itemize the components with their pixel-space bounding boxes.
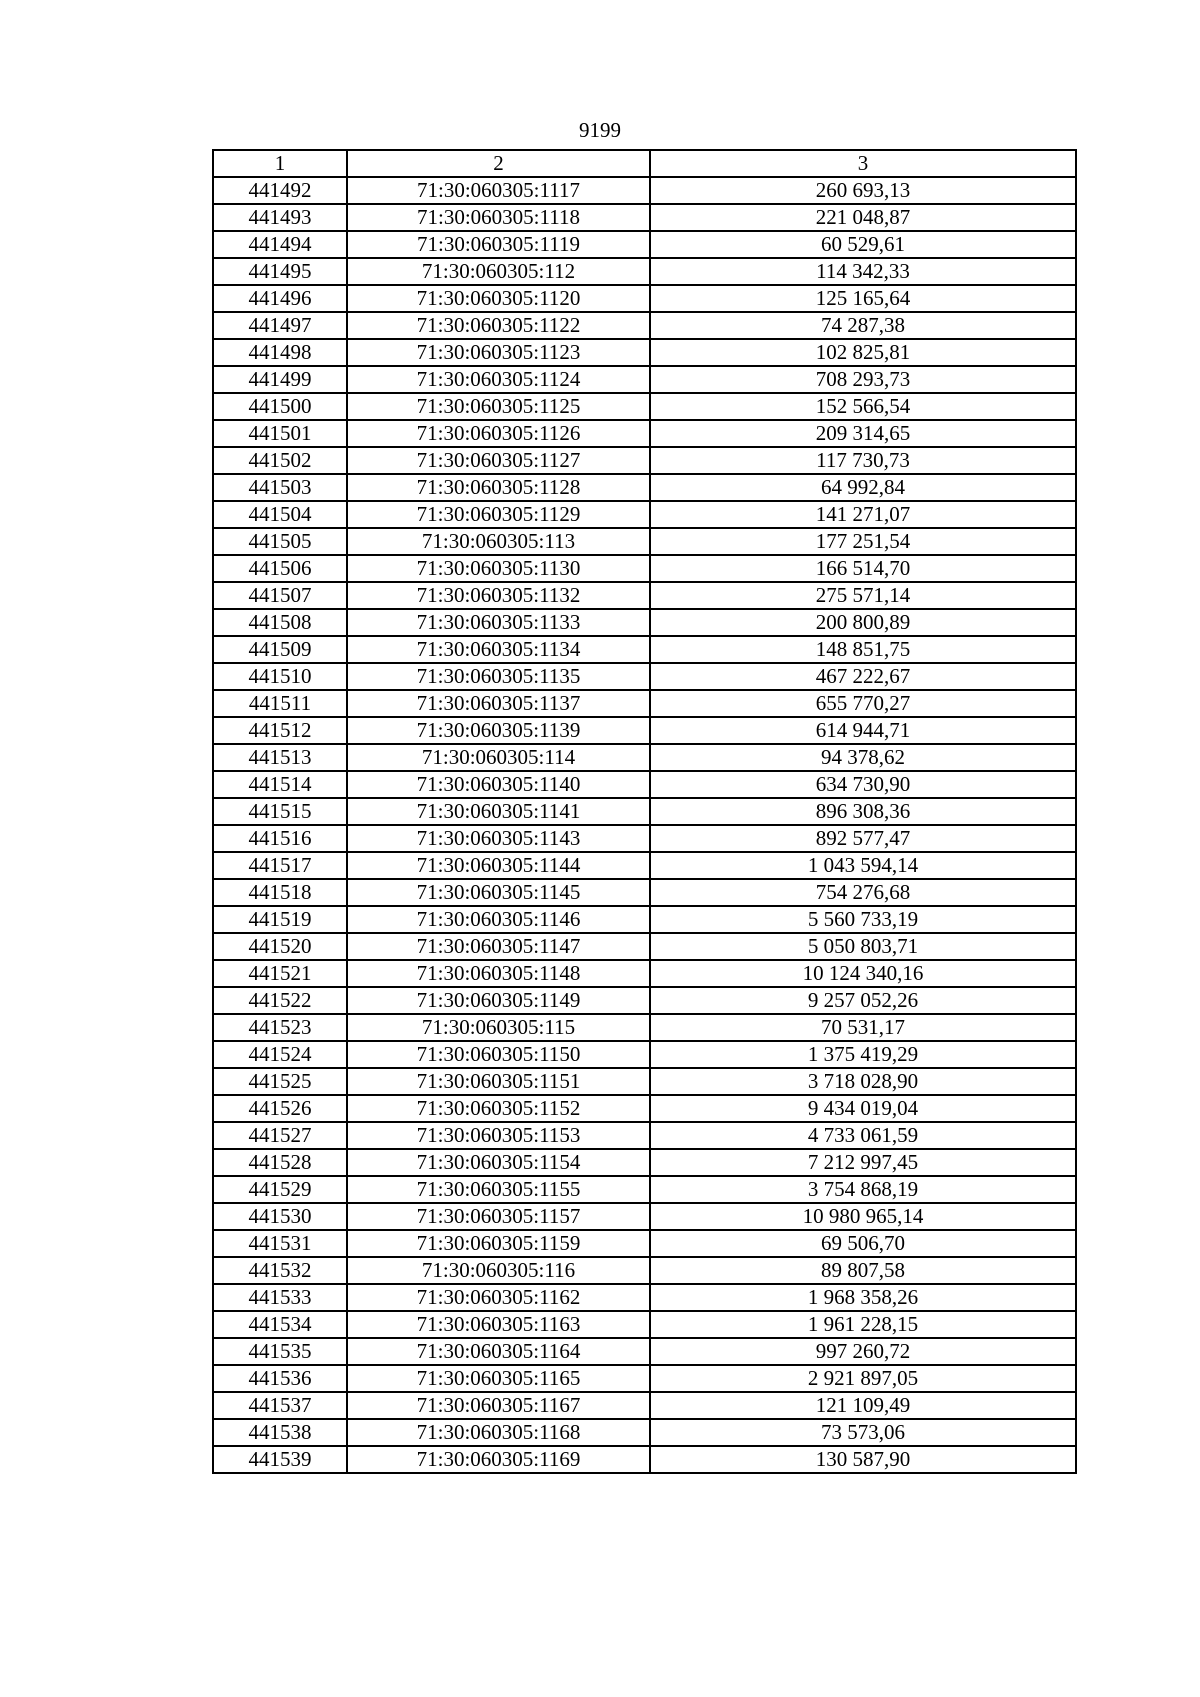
row-number-cell: 441534 bbox=[213, 1311, 347, 1338]
value-cell: 892 577,47 bbox=[650, 825, 1076, 852]
table-row bbox=[213, 1419, 1076, 1446]
table-row bbox=[213, 1203, 1076, 1230]
row-number-cell: 441511 bbox=[213, 690, 347, 717]
value-cell: 10 124 340,16 bbox=[650, 960, 1076, 987]
table-row bbox=[213, 1122, 1076, 1149]
cadastral-number-cell: 71:30:060305:1159 bbox=[347, 1230, 650, 1257]
table-row bbox=[213, 1284, 1076, 1311]
data-table bbox=[212, 149, 1077, 1474]
cadastral-number-cell: 71:30:060305:1132 bbox=[347, 582, 650, 609]
table-row bbox=[213, 1095, 1076, 1122]
table-row bbox=[213, 987, 1076, 1014]
row-number-cell: 441507 bbox=[213, 582, 347, 609]
table-row bbox=[213, 447, 1076, 474]
value-cell: 5 050 803,71 bbox=[650, 933, 1076, 960]
table-row bbox=[213, 1014, 1076, 1041]
table-row bbox=[213, 690, 1076, 717]
table-row bbox=[213, 393, 1076, 420]
table-row bbox=[213, 1149, 1076, 1176]
row-number-cell: 441494 bbox=[213, 231, 347, 258]
cadastral-number-cell: 71:30:060305:1123 bbox=[347, 339, 650, 366]
cadastral-number-cell: 71:30:060305:1169 bbox=[347, 1446, 650, 1473]
table-row bbox=[213, 1176, 1076, 1203]
cadastral-number-cell: 71:30:060305:1149 bbox=[347, 987, 650, 1014]
table-row bbox=[213, 285, 1076, 312]
value-cell: 10 980 965,14 bbox=[650, 1203, 1076, 1230]
cadastral-number-cell: 71:30:060305:1167 bbox=[347, 1392, 650, 1419]
table-row bbox=[213, 1068, 1076, 1095]
value-cell: 166 514,70 bbox=[650, 555, 1076, 582]
cadastral-number-cell: 71:30:060305:1162 bbox=[347, 1284, 650, 1311]
column-header: 1 bbox=[213, 150, 347, 177]
value-cell: 5 560 733,19 bbox=[650, 906, 1076, 933]
row-number-cell: 441528 bbox=[213, 1149, 347, 1176]
row-number-cell: 441496 bbox=[213, 285, 347, 312]
table-row bbox=[213, 231, 1076, 258]
row-number-cell: 441501 bbox=[213, 420, 347, 447]
row-number-cell: 441519 bbox=[213, 906, 347, 933]
cadastral-number-cell: 71:30:060305:1146 bbox=[347, 906, 650, 933]
value-cell: 260 693,13 bbox=[650, 177, 1076, 204]
value-cell: 141 271,07 bbox=[650, 501, 1076, 528]
table-row bbox=[213, 1446, 1076, 1473]
column-header: 3 bbox=[650, 150, 1076, 177]
cadastral-number-cell: 71:30:060305:1128 bbox=[347, 474, 650, 501]
row-number-cell: 441518 bbox=[213, 879, 347, 906]
value-cell: 130 587,90 bbox=[650, 1446, 1076, 1473]
table-row bbox=[213, 555, 1076, 582]
row-number-cell: 441513 bbox=[213, 744, 347, 771]
table-body bbox=[213, 177, 1076, 1473]
table-row bbox=[213, 852, 1076, 879]
value-cell: 74 287,38 bbox=[650, 312, 1076, 339]
row-number-cell: 441506 bbox=[213, 555, 347, 582]
value-cell: 1 043 594,14 bbox=[650, 852, 1076, 879]
cadastral-number-cell: 71:30:060305:114 bbox=[347, 744, 650, 771]
row-number-cell: 441510 bbox=[213, 663, 347, 690]
table-row bbox=[213, 771, 1076, 798]
value-cell: 4 733 061,59 bbox=[650, 1122, 1076, 1149]
row-number-cell: 441523 bbox=[213, 1014, 347, 1041]
row-number-cell: 441508 bbox=[213, 609, 347, 636]
table-row bbox=[213, 1257, 1076, 1284]
cadastral-number-cell: 71:30:060305:1151 bbox=[347, 1068, 650, 1095]
table-row bbox=[213, 717, 1076, 744]
value-cell: 655 770,27 bbox=[650, 690, 1076, 717]
table-row bbox=[213, 1041, 1076, 1068]
value-cell: 754 276,68 bbox=[650, 879, 1076, 906]
cadastral-number-cell: 71:30:060305:1144 bbox=[347, 852, 650, 879]
row-number-cell: 441493 bbox=[213, 204, 347, 231]
value-cell: 1 375 419,29 bbox=[650, 1041, 1076, 1068]
row-number-cell: 441537 bbox=[213, 1392, 347, 1419]
row-number-cell: 441499 bbox=[213, 366, 347, 393]
value-cell: 200 800,89 bbox=[650, 609, 1076, 636]
table-header-row bbox=[213, 150, 1076, 177]
row-number-cell: 441539 bbox=[213, 1446, 347, 1473]
value-cell: 73 573,06 bbox=[650, 1419, 1076, 1446]
table-row bbox=[213, 960, 1076, 987]
row-number-cell: 441509 bbox=[213, 636, 347, 663]
table-row bbox=[213, 1311, 1076, 1338]
row-number-cell: 441492 bbox=[213, 177, 347, 204]
value-cell: 69 506,70 bbox=[650, 1230, 1076, 1257]
table-row bbox=[213, 1230, 1076, 1257]
value-cell: 152 566,54 bbox=[650, 393, 1076, 420]
table-row bbox=[213, 420, 1076, 447]
value-cell: 1 968 358,26 bbox=[650, 1284, 1076, 1311]
table-row bbox=[213, 636, 1076, 663]
row-number-cell: 441538 bbox=[213, 1419, 347, 1446]
cadastral-number-cell: 71:30:060305:1133 bbox=[347, 609, 650, 636]
column-header: 2 bbox=[347, 150, 650, 177]
value-cell: 117 730,73 bbox=[650, 447, 1076, 474]
table-row bbox=[213, 744, 1076, 771]
value-cell: 708 293,73 bbox=[650, 366, 1076, 393]
table-row bbox=[213, 366, 1076, 393]
cadastral-number-cell: 71:30:060305:1119 bbox=[347, 231, 650, 258]
table-row bbox=[213, 474, 1076, 501]
table-row bbox=[213, 1392, 1076, 1419]
cadastral-number-cell: 71:30:060305:115 bbox=[347, 1014, 650, 1041]
value-cell: 70 531,17 bbox=[650, 1014, 1076, 1041]
cadastral-number-cell: 71:30:060305:1118 bbox=[347, 204, 650, 231]
cadastral-number-cell: 71:30:060305:1126 bbox=[347, 420, 650, 447]
cadastral-number-cell: 71:30:060305:1153 bbox=[347, 1122, 650, 1149]
value-cell: 94 378,62 bbox=[650, 744, 1076, 771]
row-number-cell: 441516 bbox=[213, 825, 347, 852]
value-cell: 89 807,58 bbox=[650, 1257, 1076, 1284]
row-number-cell: 441532 bbox=[213, 1257, 347, 1284]
cadastral-number-cell: 71:30:060305:1134 bbox=[347, 636, 650, 663]
value-cell: 275 571,14 bbox=[650, 582, 1076, 609]
cadastral-number-cell: 71:30:060305:1139 bbox=[347, 717, 650, 744]
row-number-cell: 441500 bbox=[213, 393, 347, 420]
value-cell: 997 260,72 bbox=[650, 1338, 1076, 1365]
table-row bbox=[213, 204, 1076, 231]
table-row bbox=[213, 1338, 1076, 1365]
cadastral-number-cell: 71:30:060305:1117 bbox=[347, 177, 650, 204]
value-cell: 64 992,84 bbox=[650, 474, 1076, 501]
value-cell: 7 212 997,45 bbox=[650, 1149, 1076, 1176]
cadastral-number-cell: 71:30:060305:113 bbox=[347, 528, 650, 555]
value-cell: 2 921 897,05 bbox=[650, 1365, 1076, 1392]
table-row bbox=[213, 258, 1076, 285]
value-cell: 9 434 019,04 bbox=[650, 1095, 1076, 1122]
value-cell: 1 961 228,15 bbox=[650, 1311, 1076, 1338]
cadastral-number-cell: 71:30:060305:1122 bbox=[347, 312, 650, 339]
table-row bbox=[213, 177, 1076, 204]
row-number-cell: 441502 bbox=[213, 447, 347, 474]
cadastral-number-cell: 71:30:060305:1124 bbox=[347, 366, 650, 393]
value-cell: 3 754 868,19 bbox=[650, 1176, 1076, 1203]
cadastral-number-cell: 71:30:060305:1165 bbox=[347, 1365, 650, 1392]
row-number-cell: 441536 bbox=[213, 1365, 347, 1392]
table-row bbox=[213, 339, 1076, 366]
value-cell: 177 251,54 bbox=[650, 528, 1076, 555]
row-number-cell: 441522 bbox=[213, 987, 347, 1014]
cadastral-number-cell: 71:30:060305:1152 bbox=[347, 1095, 650, 1122]
row-number-cell: 441497 bbox=[213, 312, 347, 339]
table-row bbox=[213, 933, 1076, 960]
cadastral-number-cell: 71:30:060305:1130 bbox=[347, 555, 650, 582]
value-cell: 467 222,67 bbox=[650, 663, 1076, 690]
cadastral-number-cell: 71:30:060305:1140 bbox=[347, 771, 650, 798]
cadastral-number-cell: 71:30:060305:1150 bbox=[347, 1041, 650, 1068]
value-cell: 614 944,71 bbox=[650, 717, 1076, 744]
cadastral-number-cell: 71:30:060305:1157 bbox=[347, 1203, 650, 1230]
cadastral-number-cell: 71:30:060305:1145 bbox=[347, 879, 650, 906]
cadastral-number-cell: 71:30:060305:1155 bbox=[347, 1176, 650, 1203]
table-row bbox=[213, 312, 1076, 339]
value-cell: 102 825,81 bbox=[650, 339, 1076, 366]
page-number: 9199 bbox=[579, 118, 621, 142]
table-row bbox=[213, 663, 1076, 690]
cadastral-number-cell: 71:30:060305:1125 bbox=[347, 393, 650, 420]
value-cell: 896 308,36 bbox=[650, 798, 1076, 825]
table-row bbox=[213, 582, 1076, 609]
value-cell: 121 109,49 bbox=[650, 1392, 1076, 1419]
cadastral-number-cell: 71:30:060305:1120 bbox=[347, 285, 650, 312]
cadastral-number-cell: 71:30:060305:1127 bbox=[347, 447, 650, 474]
row-number-cell: 441531 bbox=[213, 1230, 347, 1257]
table-row bbox=[213, 609, 1076, 636]
cadastral-number-cell: 71:30:060305:1163 bbox=[347, 1311, 650, 1338]
row-number-cell: 441524 bbox=[213, 1041, 347, 1068]
cadastral-number-cell: 71:30:060305:1168 bbox=[347, 1419, 650, 1446]
row-number-cell: 441517 bbox=[213, 852, 347, 879]
row-number-cell: 441533 bbox=[213, 1284, 347, 1311]
row-number-cell: 441498 bbox=[213, 339, 347, 366]
row-number-cell: 441526 bbox=[213, 1095, 347, 1122]
cadastral-number-cell: 71:30:060305:1143 bbox=[347, 825, 650, 852]
row-number-cell: 441529 bbox=[213, 1176, 347, 1203]
table-row bbox=[213, 825, 1076, 852]
row-number-cell: 441525 bbox=[213, 1068, 347, 1095]
row-number-cell: 441512 bbox=[213, 717, 347, 744]
value-cell: 60 529,61 bbox=[650, 231, 1076, 258]
table-row bbox=[213, 798, 1076, 825]
cadastral-number-cell: 71:30:060305:1135 bbox=[347, 663, 650, 690]
row-number-cell: 441521 bbox=[213, 960, 347, 987]
value-cell: 9 257 052,26 bbox=[650, 987, 1076, 1014]
cadastral-number-cell: 71:30:060305:1164 bbox=[347, 1338, 650, 1365]
row-number-cell: 441515 bbox=[213, 798, 347, 825]
value-cell: 209 314,65 bbox=[650, 420, 1076, 447]
row-number-cell: 441495 bbox=[213, 258, 347, 285]
row-number-cell: 441505 bbox=[213, 528, 347, 555]
row-number-cell: 441503 bbox=[213, 474, 347, 501]
table-row bbox=[213, 501, 1076, 528]
value-cell: 148 851,75 bbox=[650, 636, 1076, 663]
cadastral-number-cell: 71:30:060305:1129 bbox=[347, 501, 650, 528]
value-cell: 114 342,33 bbox=[650, 258, 1076, 285]
table-row bbox=[213, 528, 1076, 555]
cadastral-number-cell: 71:30:060305:1137 bbox=[347, 690, 650, 717]
value-cell: 221 048,87 bbox=[650, 204, 1076, 231]
table-row bbox=[213, 906, 1076, 933]
value-cell: 125 165,64 bbox=[650, 285, 1076, 312]
cadastral-number-cell: 71:30:060305:1154 bbox=[347, 1149, 650, 1176]
row-number-cell: 441514 bbox=[213, 771, 347, 798]
row-number-cell: 441530 bbox=[213, 1203, 347, 1230]
row-number-cell: 441527 bbox=[213, 1122, 347, 1149]
row-number-cell: 441535 bbox=[213, 1338, 347, 1365]
table-row bbox=[213, 879, 1076, 906]
cadastral-number-cell: 71:30:060305:1148 bbox=[347, 960, 650, 987]
table-row bbox=[213, 1365, 1076, 1392]
row-number-cell: 441504 bbox=[213, 501, 347, 528]
value-cell: 634 730,90 bbox=[650, 771, 1076, 798]
cadastral-number-cell: 71:30:060305:1141 bbox=[347, 798, 650, 825]
cadastral-number-cell: 71:30:060305:116 bbox=[347, 1257, 650, 1284]
value-cell: 3 718 028,90 bbox=[650, 1068, 1076, 1095]
row-number-cell: 441520 bbox=[213, 933, 347, 960]
cadastral-number-cell: 71:30:060305:1147 bbox=[347, 933, 650, 960]
cadastral-number-cell: 71:30:060305:112 bbox=[347, 258, 650, 285]
